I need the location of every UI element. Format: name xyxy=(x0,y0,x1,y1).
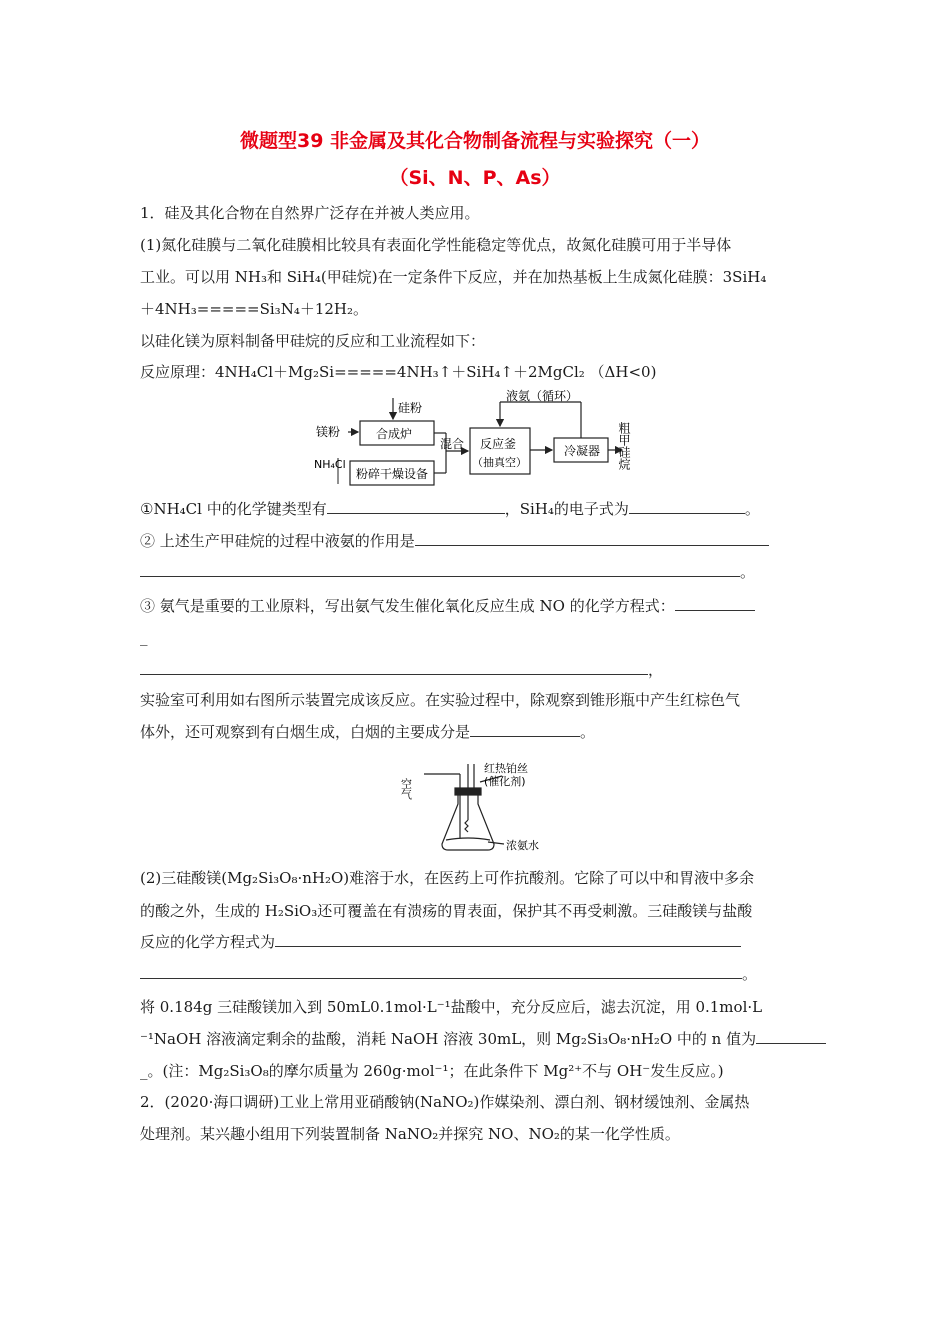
flow-si-label: 硅粉 xyxy=(398,401,423,415)
q1-sub2-text: ② 上述生产甲硅烷的过程中液氨的作用是 xyxy=(140,532,415,550)
process-flow-diagram xyxy=(310,388,640,488)
answer-blank-liquid-ammonia-role[interactable] xyxy=(415,531,769,546)
answer-blank-no-equation-cont[interactable] xyxy=(140,660,648,675)
q1-p2-line-g: _。(注：Mg₂Si₃O₈的摩尔质量为 260g·mol⁻¹；在此条件下 Mg²⁺不与 OH⁻发生反应。) xyxy=(140,1062,724,1080)
q1-sub3-end: ， xyxy=(648,661,664,679)
q1-sub1 xyxy=(140,499,760,519)
q1-p1-line-b: 工业。可以用 NH₃和 SiH₄(甲硅烷)在一定条件下反应，并在加热基板上生成氮化硅膜：3SiH₄ xyxy=(140,268,767,286)
flow-reactor-label: 反应釜 xyxy=(480,437,517,451)
q1-p2-line-e: 将 0.184g 三硅酸镁加入到 50mL0.1mol·L⁻¹盐酸中，充分反应后，滤去沉淀，用 0.1mol·L xyxy=(140,998,763,1016)
q1-sub1-text-a: ①NH₄Cl 中的化学键类型有 xyxy=(140,500,327,518)
q1-sub2-line2 xyxy=(140,562,755,582)
flow-liqnh3-label: 液氨（循环） xyxy=(506,389,579,403)
answer-blank-liquid-ammonia-role-cont[interactable] xyxy=(140,562,740,577)
wire-label: 红热铂丝 xyxy=(484,762,528,775)
flow-vacuum-label: （抽真空） xyxy=(472,456,527,469)
ammonia-label: 浓氨水 xyxy=(506,839,539,852)
q2-line-a: 2．(2020·海口调研)工业上常用亚硝酸钠(NaNO₂)作媒染剂、漂白剂、钢材缓蚀剂、金属热 xyxy=(140,1093,750,1111)
q1-p2-line-d xyxy=(140,964,757,984)
q2-line-b: 处理剂。某兴趣小组用下列装置制备 NaNO₂并探究 NO、NO₂的某一化学性质。 xyxy=(140,1125,680,1143)
flow-nh4cl-label: NH₄Cl xyxy=(314,458,346,471)
q1-p2-text-f: ⁻¹NaOH 溶液滴定剩余的盐酸，消耗 NaOH 溶液 30mL，则 Mg₂Si₃O₈·nH₂O 中的 n 值为 xyxy=(140,1030,757,1048)
q1-p2-line-a: (2)三硅酸镁(Mg₂Si₃O₈·nH₂O)难溶于水，在医药上可作抗酸剂。它除了可以中和胃液中多余 xyxy=(140,869,755,887)
q1-p1-line-c: ＋4NH₃=====Si₃N₄＋12H₂。 xyxy=(140,300,369,318)
q1-p2-line-c xyxy=(140,932,741,952)
q1-p2-end: 。 xyxy=(742,965,758,983)
q1-p2-text-c: 反应的化学方程式为 xyxy=(140,933,276,951)
flow-dryer-label: 粉碎干燥设备 xyxy=(356,467,429,481)
q1-p1-line-a: (1)氮化硅膜与二氧化硅膜相比较具有表面化学性能稳定等优点，故氮化硅膜可用于半导体 xyxy=(140,236,732,254)
q1-sub2-end: 。 xyxy=(740,563,756,581)
flow-product-label: 粗甲硅烷 xyxy=(617,422,631,470)
q1-p1-line-d: 以硅化镁为原料制备甲硅烷的反应和工业流程如下： xyxy=(140,332,486,350)
q1-stem: 1．硅及其化合物在自然界广泛存在并被人类应用。 xyxy=(140,204,480,222)
answer-blank-no-equation[interactable] xyxy=(675,596,755,611)
q1-sub3 xyxy=(140,596,755,616)
answer-blank-n-value[interactable] xyxy=(756,1029,826,1044)
page-subtitle: （Si、N、P、As） xyxy=(389,167,561,189)
answer-blank-hcl-equation[interactable] xyxy=(275,932,741,947)
q1-sub3-text: ③ 氨气是重要的工业原料，写出氨气发生催化氧化反应生成 NO 的化学方程式： xyxy=(140,597,675,615)
flow-mix-label: 混合 xyxy=(440,437,465,451)
q1-lab-text: 体外，还可观察到有白烟生成，白烟的主要成分是 xyxy=(140,723,471,741)
q1-lab-line-a: 实验室可利用如右图所示装置完成该反应。在实验过程中，除观察到锥形瓶中产生红棕色气 xyxy=(140,691,741,709)
q1-p2-line-b: 的酸之外，生成的 H₂SiO₃还可覆盖在有溃疡的胃表面，保护其不再受刺激。三硅酸镁与盐酸 xyxy=(140,902,753,920)
flow-mg-label: 镁粉 xyxy=(316,425,341,439)
page-title: 微题型39 非金属及其化合物制备流程与实验探究（一） xyxy=(239,130,711,152)
q1-sub1-text-c: 。 xyxy=(744,500,760,518)
apparatus-figure xyxy=(399,758,552,858)
q1-sub1-text-b: ，SiH₄的电子式为 xyxy=(504,500,629,518)
flow-condenser-label: 冷凝器 xyxy=(564,444,601,458)
q1-sub3-line3 xyxy=(140,660,663,680)
flow-furnace-label: 合成炉 xyxy=(376,427,413,441)
air-label: 空气 xyxy=(399,778,413,800)
answer-blank-hcl-equation-cont[interactable] xyxy=(140,964,742,979)
q1-reaction-principle: 反应原理：4NH₄Cl＋Mg₂Si=====4NH₃↑＋SiH₄↑＋2MgCl₂ （ΔH<0) xyxy=(140,363,657,381)
answer-blank-white-smoke[interactable] xyxy=(470,722,580,737)
answer-blank-bond-type[interactable] xyxy=(327,499,505,514)
q1-sub2 xyxy=(140,531,769,551)
catalyst-label: (催化剂) xyxy=(484,775,526,788)
q1-sub3-dash: _ xyxy=(140,628,148,646)
q1-p2-line-f xyxy=(140,1029,826,1049)
q1-lab-line-b xyxy=(140,722,595,742)
q1-lab-end: 。 xyxy=(580,723,596,741)
answer-blank-electron-formula[interactable] xyxy=(629,499,745,514)
